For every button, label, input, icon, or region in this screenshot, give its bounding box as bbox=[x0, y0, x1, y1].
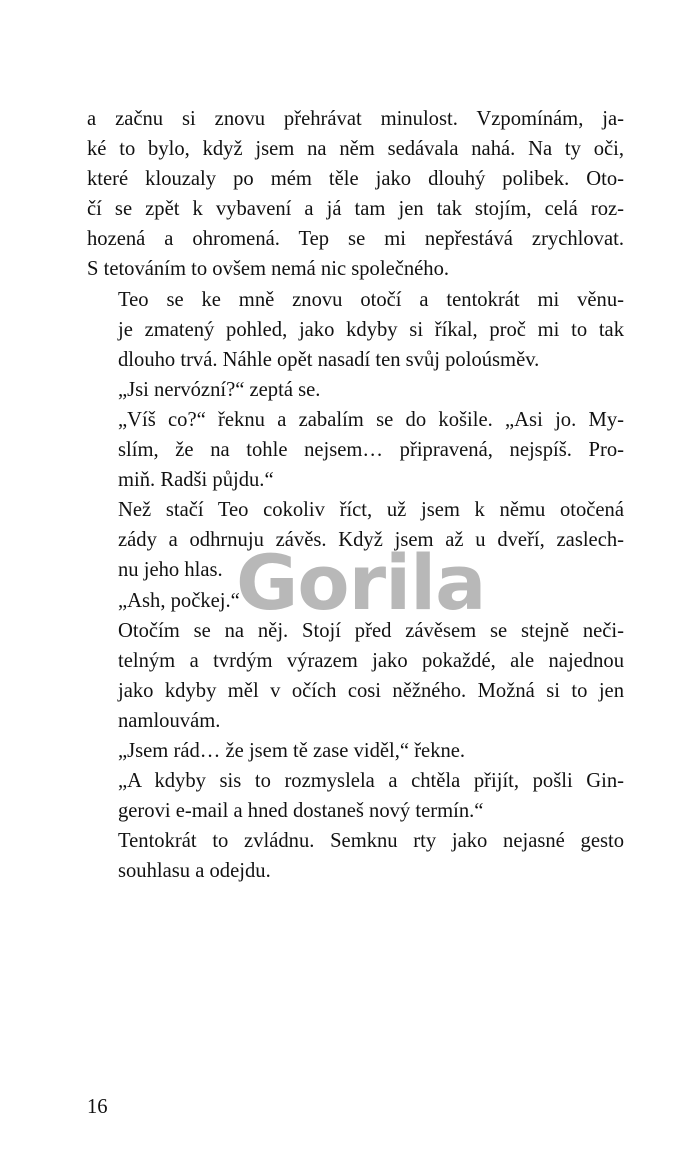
text-line: gerovi e-mail a hned dostaneš nový termín.“ bbox=[118, 800, 484, 823]
paragraph bbox=[87, 285, 624, 375]
text-line: S tetováním to ovšem nemá nic společného. bbox=[87, 258, 450, 281]
text-line: slím, že na tohle nejsem… připravená, nejspíš. Pro- bbox=[118, 439, 624, 462]
paragraph bbox=[87, 405, 624, 495]
paragraph bbox=[87, 736, 624, 766]
paragraph bbox=[87, 104, 624, 285]
paragraph bbox=[87, 375, 624, 405]
text-line: Tentokrát to zvládnu. Semknu rty jako nejasné gesto bbox=[118, 830, 624, 853]
text-line: a začnu si znovu přehrávat minulost. Vzpomínám, ja- bbox=[87, 108, 624, 130]
text-line: nu jeho hlas. bbox=[118, 559, 223, 582]
text-line: Otočím se na něj. Stojí před závěsem se stejně neči- bbox=[118, 619, 624, 642]
text-line: „Jsem rád… že jsem tě zase viděl,“ řekne. bbox=[118, 739, 466, 762]
text-line: jako kdyby měl v očích cosi něžného. Možná si to jen bbox=[118, 679, 624, 702]
text-line: dlouho trvá. Náhle opět nasadí ten svůj poloúsměv. bbox=[118, 348, 540, 371]
text-line: telným a tvrdým výrazem jako pokaždé, ale najednou bbox=[118, 649, 624, 672]
gorila-watermark: Gorila bbox=[236, 538, 486, 627]
text-line: zády a odhrnuju závěs. Když jsem až u dveří, zaslech- bbox=[118, 529, 624, 552]
paragraph bbox=[87, 495, 624, 585]
text-line: „Víš co?“ řeknu a zabalím se do košile. „Asi jo. My- bbox=[118, 408, 624, 431]
text-line: „Jsi nervózní?“ zeptá se. bbox=[118, 378, 321, 401]
text-line: „A kdyby sis to rozmyslela a chtěla přijít, pošli Gin- bbox=[118, 770, 624, 793]
text-line: je zmatený pohled, jako kdyby si říkal, proč mi to tak bbox=[118, 318, 624, 341]
text-line: Než stačí Teo cokoliv říct, už jsem k němu otočená bbox=[118, 499, 624, 522]
page-number: 16 bbox=[87, 1096, 108, 1118]
text-line: namlouvám. bbox=[118, 709, 221, 732]
text-line: „Ash, počkej.“ bbox=[118, 589, 240, 612]
paragraph bbox=[87, 586, 624, 616]
text-line: hozená a ohromená. Tep se mi nepřestává zrychlovat. bbox=[87, 228, 624, 251]
paragraph bbox=[87, 766, 624, 826]
body-text bbox=[87, 104, 624, 886]
text-line: souhlasu a odejdu. bbox=[118, 860, 271, 883]
text-line: Teo se ke mně znovu otočí a tentokrát mi věnu- bbox=[118, 288, 624, 311]
paragraph bbox=[87, 616, 624, 736]
text-line: miň. Radši půjdu.“ bbox=[118, 469, 274, 492]
text-line: čí se zpět k vybavení a já tam jen tak stojím, celá roz- bbox=[87, 198, 624, 221]
paragraph bbox=[87, 826, 624, 886]
text-line: ké to bylo, když jsem na něm sedávala nahá. Na ty oči, bbox=[87, 138, 624, 161]
text-line: které klouzaly po mém těle jako dlouhý polibek. Oto- bbox=[87, 168, 624, 191]
